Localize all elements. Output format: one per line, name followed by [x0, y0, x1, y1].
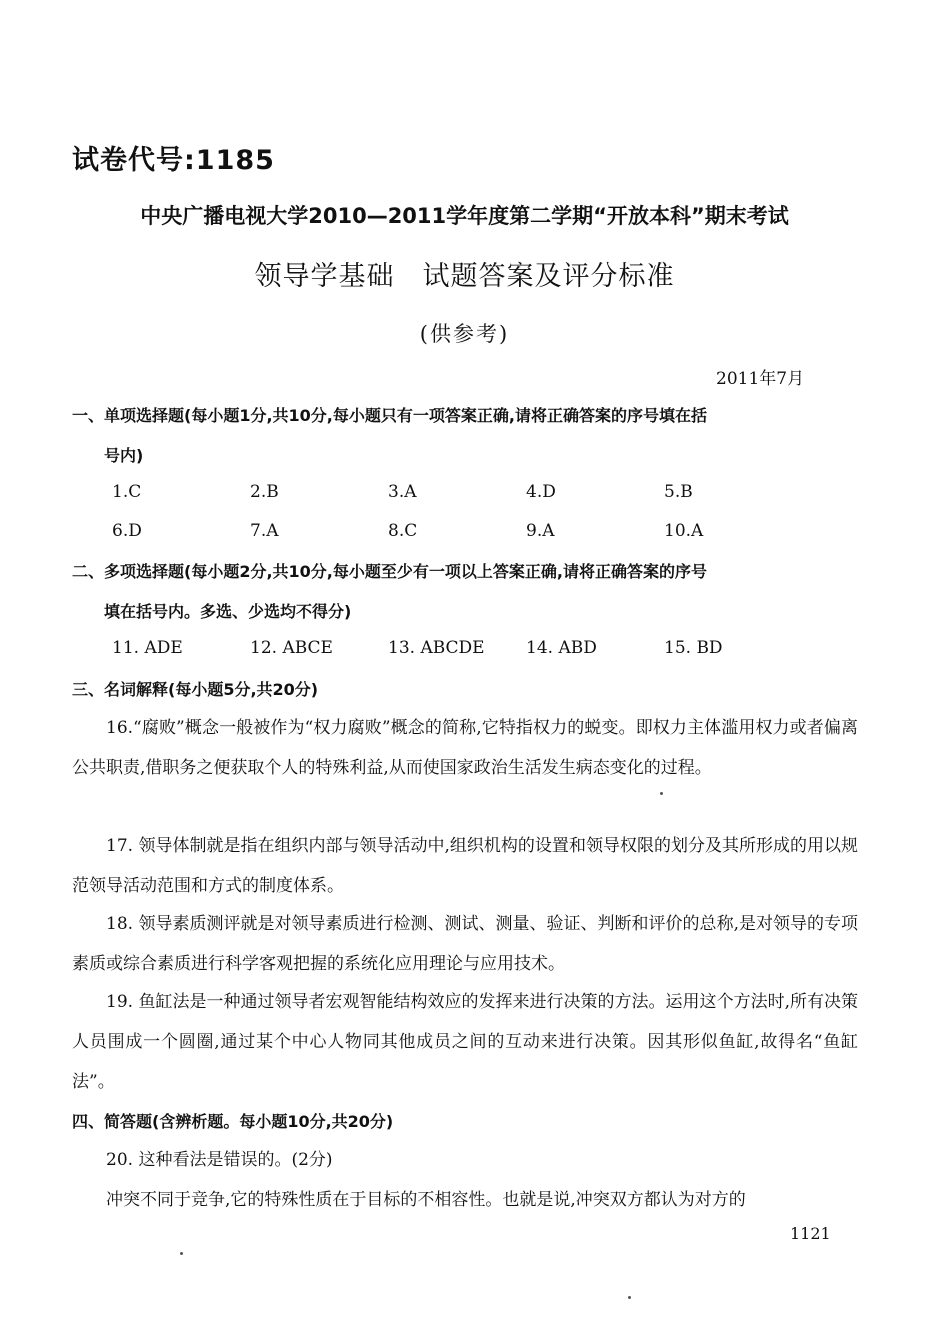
answer-row	[0, 521, 929, 547]
answer-row	[0, 638, 929, 664]
answer-item: 4.D	[526, 482, 556, 502]
answer-item: 2.B	[250, 482, 279, 502]
answer-paragraph-20: 20. 这种看法是错误的。(2分)	[106, 1150, 333, 1170]
answer-paragraph-16: 16.“腐败”概念一般被作为“权力腐败”概念的简称,它特指权力的蜕变。即权力主体滥用权力或者偏离公共职责,借职务之便获取个人的特殊利益,从而使国家政治生活发生病态变化的过程。	[72, 718, 858, 778]
answer-item: 13. ABCDE	[388, 638, 485, 658]
section-term-explanation-heading: 三、名词解释(每小题5分,共20分)	[72, 680, 319, 699]
answer-item: 5.B	[664, 482, 693, 502]
section-single-choice-heading	[72, 396, 872, 476]
scan-speck	[628, 1296, 631, 1299]
answer-item: 6.D	[112, 521, 142, 541]
answer-item: 1.C	[112, 482, 142, 502]
paper-code: 试卷代号:1185	[72, 145, 275, 176]
answer-paragraph-18: 18. 领导素质测评就是对领导素质进行检测、测试、测量、验证、判断和评价的总称,是对领导的专项素质或综合素质进行科学客观把握的系统化应用理论与应用技术。	[72, 914, 858, 974]
page-title: 领导学基础 试题答案及评分标准	[254, 261, 675, 292]
section-short-answer-heading: 四、简答题(含辨析题。每小题10分,共20分)	[72, 1112, 394, 1131]
scan-speck	[180, 1252, 183, 1255]
answer-item: 14. ABD	[526, 638, 597, 658]
heading-line: 号内)	[104, 446, 144, 465]
answer-row	[0, 482, 929, 508]
answer-paragraph-17: 17. 领导体制就是指在组织内部与领导活动中,组织机构的设置和领导权限的划分及其所形成的用以规范领导活动范围和方式的制度体系。	[72, 836, 858, 896]
exam-date: 2011年7月	[716, 369, 805, 389]
scan-speck	[660, 792, 663, 795]
answer-paragraph-19: 19. 鱼缸法是一种通过领导者宏观智能结构效应的发挥来进行决策的方法。运用这个方法时,所有决策人员围成一个圆圈,通过某个中心人物同其他成员之间的互动来进行决策。因其形似鱼缸,故得名“鱼缸法”。	[72, 992, 858, 1092]
answer-item: 15. BD	[664, 638, 723, 658]
reference-note: (供参考)	[419, 322, 510, 346]
answer-item: 7.A	[250, 521, 279, 541]
section-multiple-choice-heading	[72, 552, 872, 632]
page-number: 1121	[790, 1224, 831, 1243]
answer-item: 8.C	[388, 521, 418, 541]
institution-line: 中央广播电视大学2010—2011学年度第二学期“开放本科”期末考试	[140, 204, 789, 228]
heading-line: 填在括号内。多选、少选均不得分)	[104, 602, 352, 621]
answer-item: 3.A	[388, 482, 417, 502]
heading-line: 二、多项选择题(每小题2分,共10分,每小题至少有一项以上答案正确,请将正确答案的序号	[72, 562, 707, 581]
answer-item: 10.A	[664, 521, 704, 541]
answer-item: 12. ABCE	[250, 638, 333, 658]
answer-item: 11. ADE	[112, 638, 183, 658]
answer-item: 9.A	[526, 521, 555, 541]
answer-paragraph-20-continued: 冲突不同于竞争,它的特殊性质在于目标的不相容性。也就是说,冲突双方都认为对方的	[106, 1190, 746, 1210]
heading-line: 一、单项选择题(每小题1分,共10分,每小题只有一项答案正确,请将正确答案的序号填在括	[72, 406, 707, 425]
